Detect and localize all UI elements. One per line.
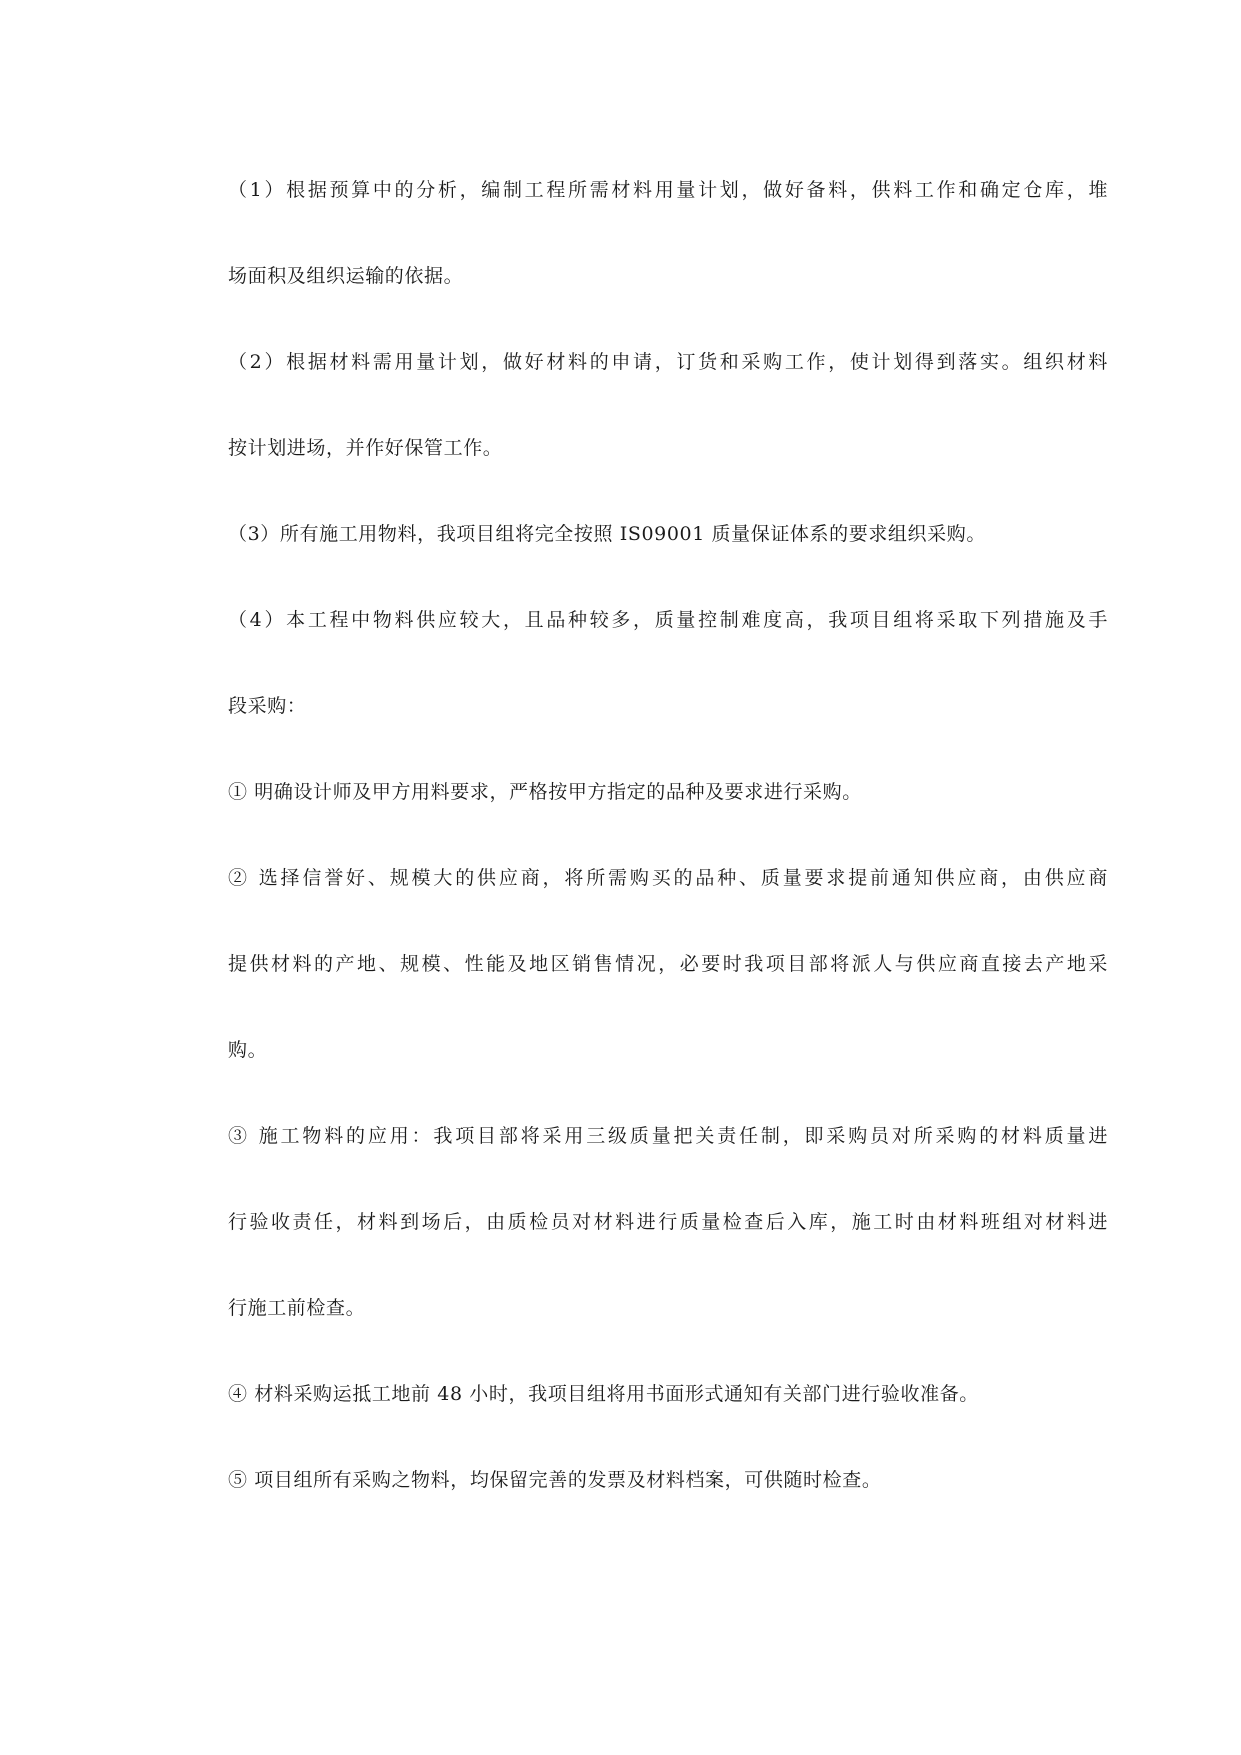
item-2-line-3: 购。 <box>228 1039 268 1061</box>
paragraph-4-line-1: （4）本工程中物料供应较大，且品种较多，质量控制难度高，我项目组将采取下列措施及手 <box>228 609 1108 631</box>
item-2-line-2: 提供材料的产地、规模、性能及地区销售情况，必要时我项目部将派人与供应商直接去产地采 <box>228 953 1108 975</box>
item-5-line-1: ⑤ 项目组所有采购之物料，均保留完善的发票及材料档案，可供随时检查。 <box>228 1469 882 1491</box>
item-3-line-2: 行验收责任，材料到场后，由质检员对材料进行质量检查后入库，施工时由材料班组对材料进 <box>228 1211 1108 1233</box>
item-4-line-1: ④ 材料采购运抵工地前 48 小时，我项目组将用书面形式通知有关部门进行验收准备。 <box>228 1383 979 1405</box>
item-2-line-1: ② 选择信誉好、规模大的供应商，将所需购买的品种、质量要求提前通知供应商，由供应商 <box>228 867 1108 889</box>
paragraph-2-line-2: 按计划进场，并作好保管工作。 <box>228 437 503 459</box>
item-1-line-1: ① 明确设计师及甲方用料要求，严格按甲方指定的品种及要求进行采购。 <box>228 781 862 803</box>
paragraph-3-line-1: （3）所有施工用物料，我项目组将完全按照 IS09001 质量保证体系的要求组织采购。 <box>228 523 986 545</box>
paragraph-2-line-1: （2）根据材料需用量计划，做好材料的申请，订货和采购工作，使计划得到落实。组织材料 <box>228 351 1108 373</box>
item-3-line-1: ③ 施工物料的应用：我项目部将采用三级质量把关责任制，即采购员对所采购的材料质量进 <box>228 1125 1108 1147</box>
paragraph-1-line-2: 场面积及组织运输的依据。 <box>228 265 464 287</box>
item-3-line-3: 行施工前检查。 <box>228 1297 366 1319</box>
paragraph-1-line-1: （1）根据预算中的分析，编制工程所需材料用量计划，做好备料，供料工作和确定仓库，堆 <box>228 179 1108 201</box>
paragraph-4-line-2: 段采购： <box>228 695 307 717</box>
